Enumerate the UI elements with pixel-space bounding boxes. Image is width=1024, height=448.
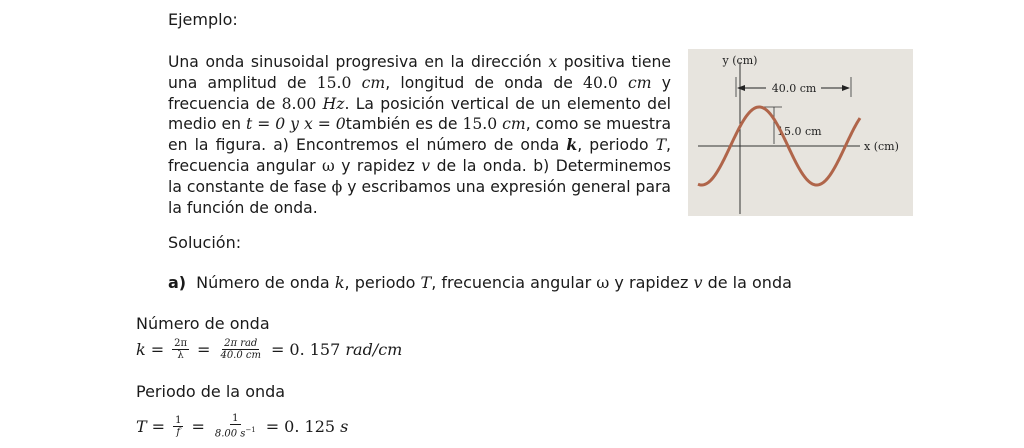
wavelength-label: 40.0 cm	[771, 82, 817, 95]
solution-heading: Solución:	[168, 233, 242, 252]
problem-statement: Una onda sinusoidal progresiva en la dirección x positiva tiene una amplitud de 15.0 cm, longitud de onda de 40.0 cm y frecuencia de 8.00 Hz. La posición vertical de un elemento del medio en t = 0 y x = 0también es de 15.0 cm, como se muestra en la figura. a) Encontremos el número de onda k, periodo T, frecuencia angular ω y rapidez v de la onda. b) Determinemos la constante de fase ϕ y escribamos una expresión general para la función de onda.	[168, 53, 672, 217]
example-heading: Ejemplo:	[168, 10, 238, 29]
wave-number-label: Número de onda	[136, 314, 270, 333]
wave-diagram	[688, 49, 913, 216]
x-axis-label: x (cm)	[864, 140, 899, 153]
wave-figure	[688, 49, 913, 216]
part-a-marker: a)	[168, 273, 187, 292]
period-equation: T = $\frac{1}{f}$ = $\frac{1}{8.00 s^{-1}}$ = 0. 125 s	[136, 412, 349, 440]
period-label: Periodo de la onda	[136, 382, 286, 401]
amplitude-label: 15.0 cm	[777, 125, 822, 138]
wave-number-equation: k = $\frac{2\pi}{\lambda}$ = $\frac{\text{2π rad}}{40.0 cm}$ = 0. 157 rad/cm	[136, 337, 403, 361]
part-a-heading: a) Número de onda k, periodo T, frecuencia angular ω y rapidez v de la onda	[168, 273, 792, 292]
y-axis-label: y (cm)	[722, 54, 758, 67]
